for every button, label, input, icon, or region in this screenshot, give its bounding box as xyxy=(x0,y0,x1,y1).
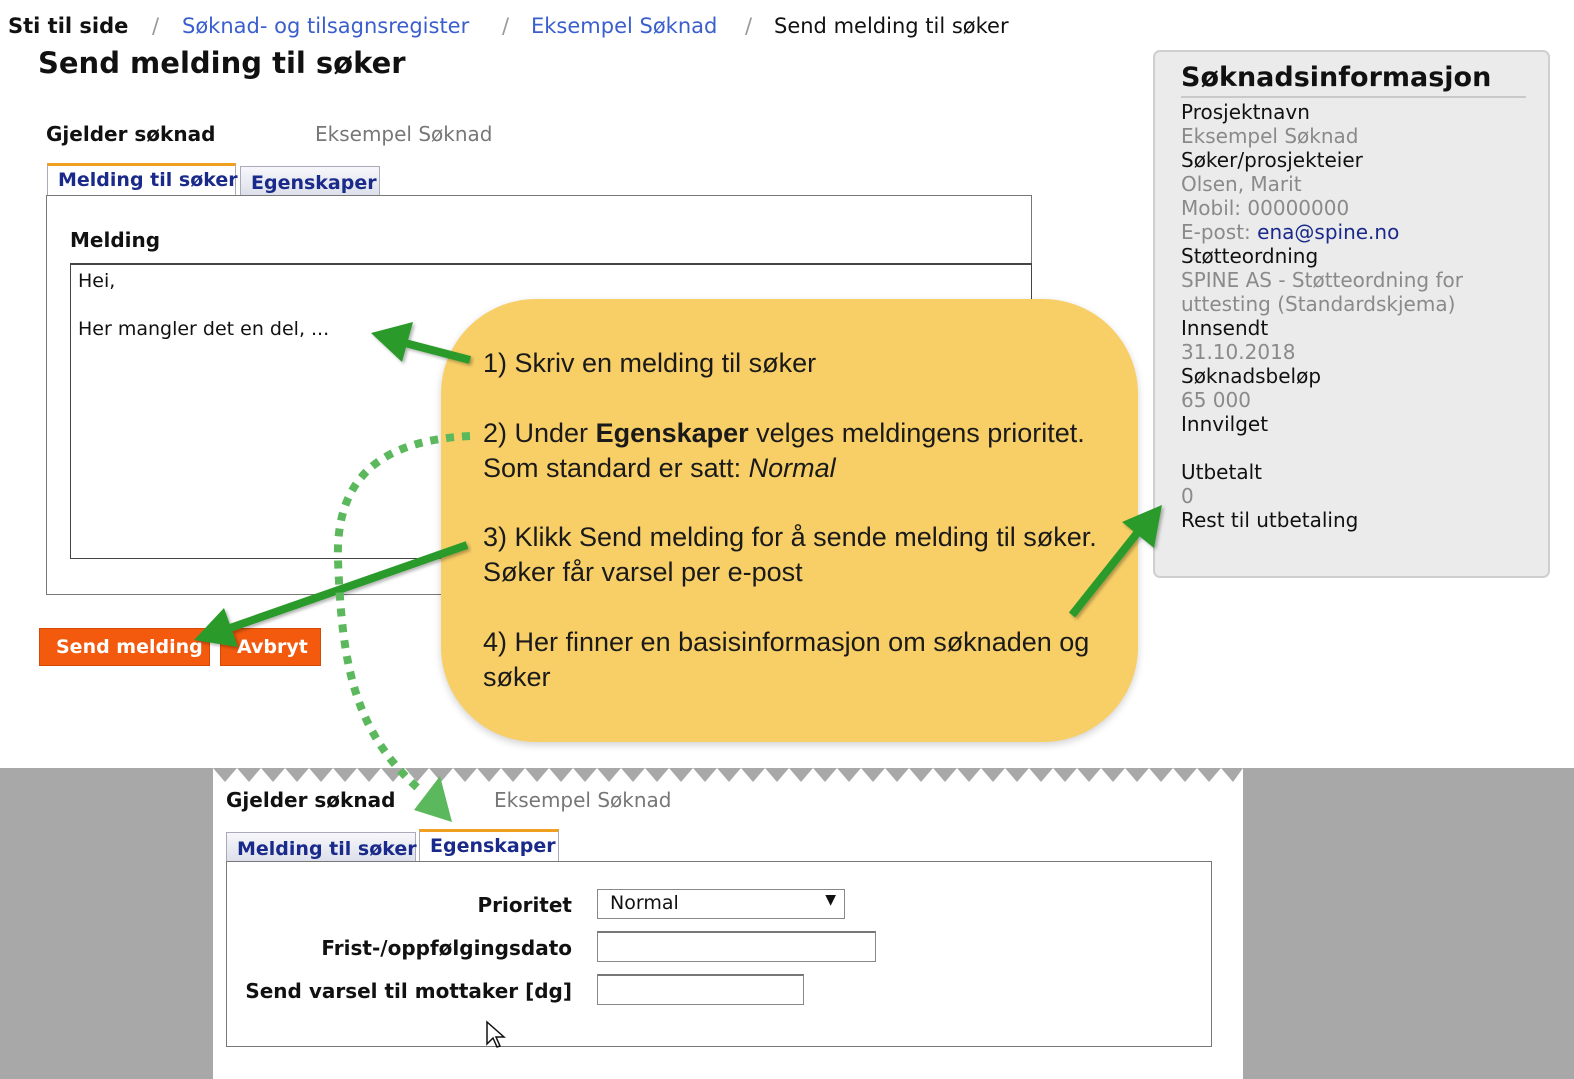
callout-step-2-bold: Egenskaper xyxy=(595,418,749,448)
tab-properties[interactable]: Egenskaper xyxy=(240,166,380,195)
page-title: Send melding til søker xyxy=(38,46,406,80)
info-project-label: Prosjektnavn xyxy=(1181,100,1310,124)
callout-step-2-text-a: 2) Under xyxy=(483,418,596,448)
info-amount-value: 65 000 xyxy=(1181,388,1251,412)
send-message-button[interactable]: Send melding xyxy=(39,628,210,666)
info-submitted-value: 31.10.2018 xyxy=(1181,340,1296,364)
tab-message-zoom[interactable]: Melding til søker xyxy=(226,832,416,861)
info-remaining-label: Rest til utbetaling xyxy=(1181,508,1359,532)
callout-step-4: 4) Her finner en basisinformasjon om søknaden og søker xyxy=(483,627,1090,692)
info-email-prefix: E-post: xyxy=(1181,220,1258,244)
breadcrumb-separator: / xyxy=(152,14,160,38)
priority-label: Prioritet xyxy=(477,893,572,917)
callout-step-2-text-c: velges meldingens prioritet. Som standard er satt: xyxy=(483,418,1085,483)
message-label: Melding xyxy=(70,228,161,252)
info-mobile: Mobil: 00000000 xyxy=(1181,196,1350,220)
callout-step-2-italic: Normal xyxy=(748,453,836,483)
info-email-link[interactable]: ena@spine.no xyxy=(1257,220,1400,244)
dropdown-arrow-icon: ▼ xyxy=(825,892,836,908)
priority-selected-value: Normal xyxy=(610,892,679,914)
properties-application-label: Gjelder søknad xyxy=(226,788,396,812)
info-project-value: Eksempel Søknad xyxy=(1181,124,1359,148)
info-amount-label: Søknadsbeløp xyxy=(1181,364,1322,388)
callout-step-1: 1) Skriv en melding til søker xyxy=(483,348,817,378)
info-applicant-label: Søker/prosjekteier xyxy=(1181,148,1363,172)
breadcrumb-root: Sti til side xyxy=(8,14,129,38)
info-applicant-name: Olsen, Marit xyxy=(1181,172,1302,196)
callout-step-3: 3) Klikk Send melding for å sende melding til søker. Søker får varsel per e-post xyxy=(483,522,1097,587)
tab-message[interactable]: Melding til søker xyxy=(47,163,236,195)
info-submitted-label: Innsendt xyxy=(1181,316,1269,340)
arrow-to-properties-tab xyxy=(338,436,470,822)
notify-label: Send varsel til mottaker [dg] xyxy=(245,979,572,1003)
info-paid-label: Utbetalt xyxy=(1181,460,1262,484)
application-value: Eksempel Søknad xyxy=(315,122,493,146)
breadcrumb-link-application[interactable]: Eksempel Søknad xyxy=(531,14,718,38)
arrow-to-send-button xyxy=(194,545,467,647)
application-label: Gjelder søknad xyxy=(46,122,216,146)
breadcrumb-current: Send melding til søker xyxy=(774,14,1009,38)
properties-application-value: Eksempel Søknad xyxy=(494,788,672,812)
breadcrumb-link-register[interactable]: Søknad- og tilsagnsregister xyxy=(182,14,470,38)
tab-properties-zoom[interactable]: Egenskaper xyxy=(419,829,559,861)
info-title: Søknadsinformasjon xyxy=(1181,62,1492,93)
info-scheme-line1: SPINE AS - Støtteordning for xyxy=(1181,268,1463,292)
arrow-to-info-box xyxy=(1072,505,1162,615)
arrow-to-message xyxy=(371,322,470,362)
info-scheme-label: Støtteordning xyxy=(1181,244,1319,268)
deadline-label: Frist-/oppfølgingsdato xyxy=(321,936,572,960)
info-scheme-line2: uttesting (Standardskjema) xyxy=(1181,292,1456,316)
cancel-button[interactable]: Avbryt xyxy=(220,628,321,666)
info-granted-label: Innvilget xyxy=(1181,412,1269,436)
info-paid-value: 0 xyxy=(1181,484,1194,508)
breadcrumb-separator: / xyxy=(502,14,510,38)
breadcrumb-separator: / xyxy=(745,14,753,38)
